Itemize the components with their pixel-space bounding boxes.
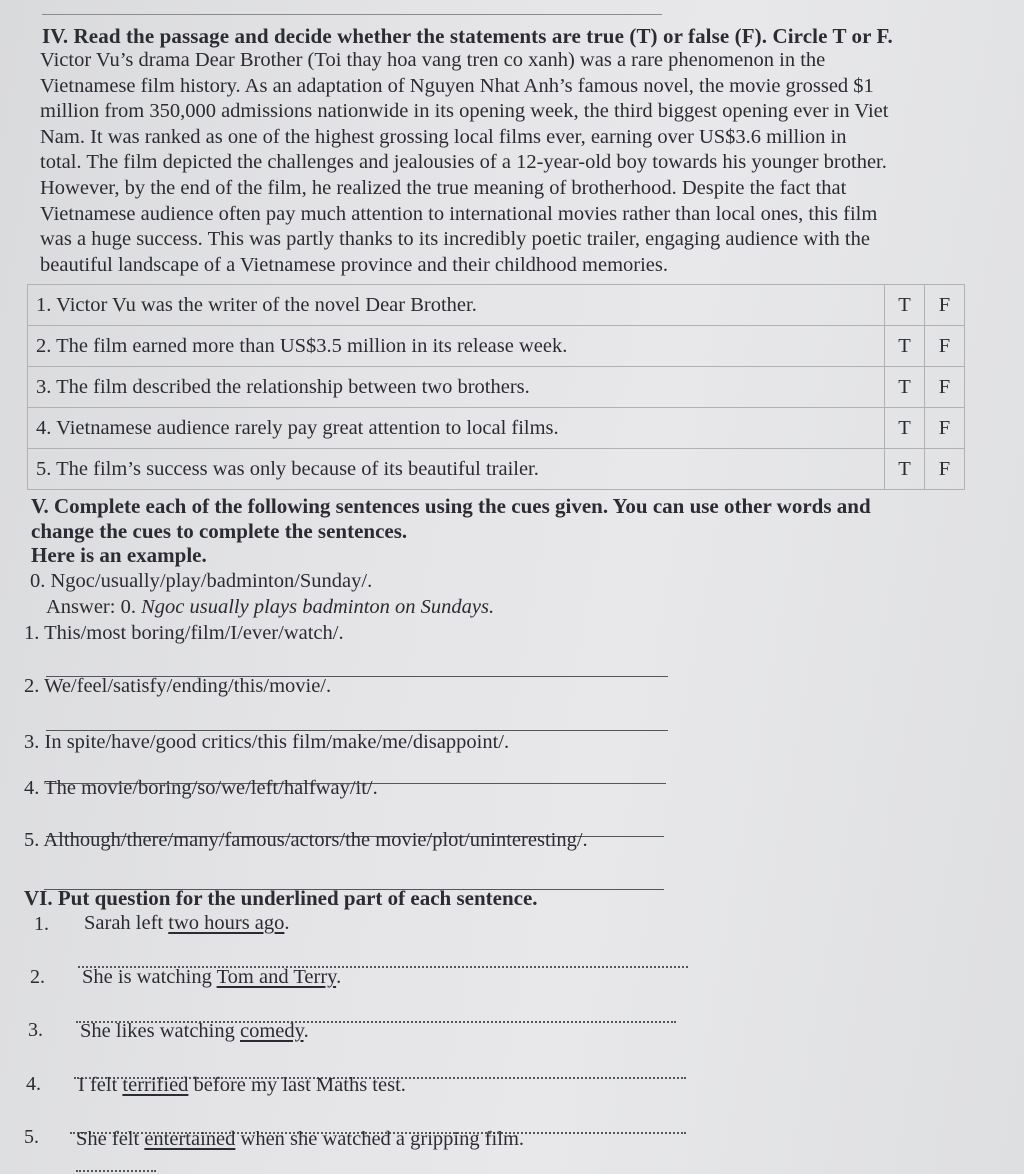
answer-text: Ngoc usually plays badminton on Sundays.: [141, 596, 495, 618]
table-row: [28, 449, 965, 490]
item-number: 1.: [34, 913, 49, 935]
section-5-title: [31, 494, 871, 544]
passage-line: However, by the end of the film, he realized the true meaning of brotherhood. Despite the fact that: [40, 176, 847, 199]
underlined-part: terrified: [122, 1074, 189, 1096]
true-option[interactable]: T: [885, 367, 925, 408]
top-rule: [42, 14, 662, 15]
statement-text: 3. The film described the relationship between two brothers.: [28, 367, 885, 408]
example-label: Here is an example.: [31, 543, 207, 567]
passage-line: total. The film depicted the challenges and jealousies of a 12-year-old boy towards his younger brother.: [40, 151, 887, 174]
section-5-title-line: V. Complete each of the following sentences using the cues given. You can use other words and: [31, 494, 871, 518]
table-row: [28, 326, 965, 367]
answer-dotted-line[interactable]: [76, 1170, 156, 1172]
sentence-cue: 3. In spite/have/good critics/this film/make/me/disappoint/.: [24, 731, 510, 753]
sentence-end: .: [284, 912, 290, 934]
false-option[interactable]: F: [925, 449, 965, 490]
false-option[interactable]: F: [925, 367, 965, 408]
sentence-cue: 5. Although/there/many/famous/actors/the movie/plot/uninteresting/.: [24, 829, 588, 851]
sentence-cue: 4. The movie/boring/so/we/left/halfway/it/.: [24, 777, 378, 799]
example-answer: [46, 596, 494, 619]
sentence-end: .: [303, 1020, 309, 1042]
section-6-title: VI. Put question for the underlined part of each sentence.: [24, 886, 538, 910]
statement-text: 2. The film earned more than US$3.5 million in its release week.: [28, 326, 885, 367]
underlined-part: comedy: [240, 1020, 304, 1042]
sentence-cue: 1. This/most boring/film/I/ever/watch/.: [24, 622, 344, 644]
true-option[interactable]: T: [885, 285, 925, 326]
passage-line: million from 350,000 admissions nationwide in its opening week, the third biggest opening ever in Viet: [40, 100, 889, 123]
true-option[interactable]: T: [885, 326, 925, 367]
section-5-title-line: change the cues to complete the sentences.: [31, 519, 408, 543]
question-sentence: [80, 1020, 309, 1043]
answer-prefix: Answer: 0.: [46, 596, 136, 618]
statement-text: 1. Victor Vu was the writer of the novel Dear Brother.: [28, 285, 885, 326]
item-number: 2.: [30, 966, 45, 988]
sentence-end: when she watched a gripping film.: [235, 1128, 525, 1150]
passage-line: beautiful landscape of a Vietnamese province and their childhood memories.: [40, 253, 668, 276]
passage-line: Vietnamese audience often pay much attention to international movies rather than local ones, this film: [40, 202, 878, 225]
statement-text: 4. Vietnamese audience rarely pay great attention to local films.: [28, 408, 885, 449]
statement-text: 5. The film’s success was only because of its beautiful trailer.: [28, 449, 885, 490]
table-row: [28, 367, 965, 408]
true-option[interactable]: T: [885, 408, 925, 449]
item-number: 3.: [28, 1019, 43, 1041]
table-row: [28, 285, 965, 326]
sentence-start: She is watching: [82, 966, 217, 988]
item-number: 5.: [24, 1126, 39, 1148]
underlined-part: Tom and Terry: [216, 966, 337, 988]
section-4-title: IV. Read the passage and decide whether the statements are true (T) or false (F). Circle T or F.: [42, 24, 893, 48]
sentence-start: She felt: [76, 1128, 145, 1150]
sentence-start: She likes watching: [80, 1020, 240, 1042]
sentence-end: .: [336, 966, 342, 988]
question-sentence: [82, 966, 341, 989]
underlined-part: two hours ago: [168, 912, 285, 934]
table-row: [28, 408, 965, 449]
passage-line: was a huge success. This was partly thanks to its incredibly poetic trailer, engaging audience with the: [40, 228, 870, 251]
question-sentence: [76, 1128, 524, 1151]
true-option[interactable]: T: [885, 449, 925, 490]
question-sentence: [84, 912, 290, 935]
reading-passage: [40, 48, 1010, 278]
sentence-cue: 2. We/feel/satisfy/ending/this/movie/.: [24, 675, 332, 697]
passage-line: Vietnamese film history. As an adaptation of Nguyen Nhat Anh’s famous novel, the movie grossed $1: [40, 74, 874, 97]
sentence-end: before my last Maths test.: [188, 1074, 406, 1096]
false-option[interactable]: F: [925, 326, 965, 367]
passage-line: Victor Vu’s drama Dear Brother (Toi thay hoa vang tren co xanh) was a rare phenomenon in the: [40, 49, 826, 71]
false-option[interactable]: F: [925, 408, 965, 449]
item-number: 4.: [26, 1073, 41, 1095]
sentence-start: Sarah left: [84, 912, 169, 934]
false-option[interactable]: F: [925, 285, 965, 326]
underlined-part: entertained: [144, 1128, 236, 1150]
sentence-start: I felt: [78, 1074, 123, 1096]
example-cue: 0. Ngoc/usually/play/badminton/Sunday/.: [30, 570, 373, 592]
true-false-table: [27, 284, 965, 490]
passage-line: Nam. It was ranked as one of the highest grossing local films ever, earning over US$3.6 million in: [40, 125, 847, 148]
question-sentence: [78, 1074, 406, 1097]
